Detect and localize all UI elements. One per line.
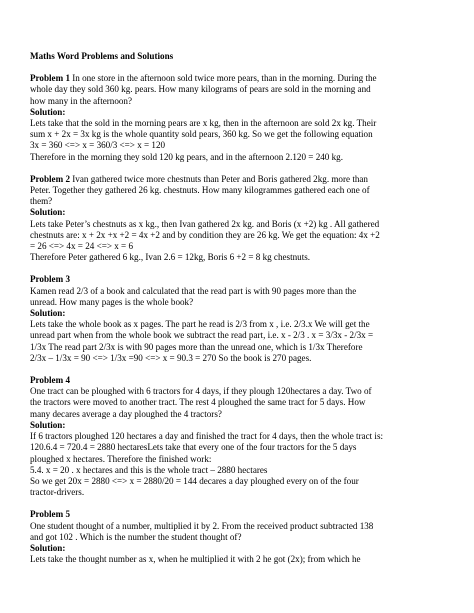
solution-label: Solution: <box>30 542 66 553</box>
problem-line <box>30 286 448 297</box>
line-text: whole day they sold 360 kg. pears. How many kilograms of pears are sold in the morning and <box>30 84 371 95</box>
problem-line <box>30 487 448 498</box>
line-text: Lets take the whole book as x pages. The part he read is 2/3 from x , i.e. 2/3.x We will get the <box>30 319 370 330</box>
problem-line <box>30 476 448 487</box>
line-text: 1/3x The read part 2/3x is with 90 pages more than the unread one, which is 1/3x Therefore <box>30 341 363 352</box>
line-text: ploughed x hectares. Therefore the finished work: <box>30 453 212 464</box>
line-text: 120.6.4 = 720.4 = 2880 hectaresLets take that every one of the four tractors for the 5 days <box>30 442 357 453</box>
problem-line <box>30 521 448 532</box>
problem-label: Problem 4 <box>30 375 70 386</box>
problem-line <box>30 185 448 196</box>
problem-line <box>30 554 448 565</box>
problem-line <box>30 543 448 554</box>
line-text: them? <box>30 196 53 207</box>
line-text: 5.4. x = 20 . x hectares and this is the whole tract – 2880 hectares <box>30 464 268 475</box>
line-text: 3x = 360 <=> x = 360/3 <=> x = 120 <box>30 140 166 151</box>
line-text: So we get 20x = 2880 <=> x = 2880/20 = 144 decares a day ploughed every on of the four <box>30 475 359 486</box>
line-text: unread part when from the whole book we subtract the read part, i.e. x - 2/3 . x = 3/3x - 2/3x = <box>30 330 374 341</box>
line-text: Peter. Together they gathered 26 kg. chestnuts. How many kilogrammes gathered each one of <box>30 185 370 196</box>
line-text: One tract can be ploughed with 6 tractors for 4 days, if they plough 120hectares a day. Two of <box>30 386 372 397</box>
problem-line <box>30 96 448 107</box>
problem-4 <box>30 375 448 498</box>
line-text: the tractors were moved to another tract. The rest 4 ploughed the same tract for 5 days. How <box>30 397 366 408</box>
line-text: unread. How many pages is the whole book? <box>30 296 194 307</box>
problem-label: Problem 3 <box>30 274 70 285</box>
problem-line <box>30 129 448 140</box>
problem-line <box>30 532 448 543</box>
line-text: tractor-drivers. <box>30 487 85 498</box>
line-text: One student thought of a number, multiplied it by 2. From the received product subtracted 138 <box>30 520 374 531</box>
problem-3 <box>30 274 448 364</box>
document-content <box>30 51 448 576</box>
problem-line <box>30 207 448 218</box>
problem-line <box>30 342 448 353</box>
problem-1 <box>30 73 448 163</box>
line-text: Therefore in the morning they sold 120 kg pears, and in the afternoon 2.120 = 240 kg. <box>30 151 343 162</box>
problem-label: Problem 1 <box>30 73 70 84</box>
solution-label: Solution: <box>30 207 66 218</box>
document-title: Maths Word Problems and Solutions <box>30 51 174 61</box>
line-text: many decares average a day ploughed the 4 tractors? <box>30 408 222 419</box>
problem-line <box>30 375 448 386</box>
line-text: how many in the afternoon? <box>30 95 133 106</box>
problem-line <box>30 152 448 163</box>
problem-line <box>30 196 448 207</box>
problem-line <box>30 118 448 129</box>
problem-label: Problem 5 <box>30 509 70 520</box>
problems-list <box>30 73 448 565</box>
line-text: 2/3x – 1/3x = 90 <=> 1/3x =90 <=> x = 90.3 = 270 So the book is 270 pages. <box>30 352 312 363</box>
line-text: Lets take Peter’s chestnuts as x kg., then Ivan gathered 2x kg. and Boris (x +2) kg . All gathered <box>30 218 380 229</box>
line-text: sum x + 2x = 3x kg is the whole quantity sold pears, 360 kg. So we get the following equation <box>30 129 373 140</box>
problem-line <box>30 241 448 252</box>
problem-5 <box>30 509 448 565</box>
problem-2 <box>30 174 448 264</box>
problem-line <box>30 465 448 476</box>
line-text: Lets take that the sold in the morning pears are x kg, then in the afternoon are sold 2x kg. Their <box>30 118 377 129</box>
problem-line <box>30 274 448 285</box>
problem-line <box>30 442 448 453</box>
line-text: In one store in the afternoon sold twice more pears, than in the morning. During the <box>70 73 377 84</box>
problem-line <box>30 174 448 185</box>
line-text: Lets take the thought number as x, when he multiplied it with 2 he got (2x); from which he <box>30 554 361 565</box>
problem-line <box>30 509 448 520</box>
line-text: Ivan gathered twice more chestnuts than Peter and Boris gathered 2kg. more than <box>70 173 368 184</box>
problem-line <box>30 140 448 151</box>
line-text: If 6 tractors ploughed 120 hectares a day and finished the tract for 4 days, then the whole tract is: <box>30 431 384 442</box>
line-text: and got 102 . Which is the number the student thought of? <box>30 531 242 542</box>
problem-line <box>30 84 448 95</box>
problem-line <box>30 107 448 118</box>
problem-line <box>30 353 448 364</box>
line-text: Therefore Peter gathered 6 kg., Ivan 2.6 = 12kg, Boris 6 +2 = 8 kg chestnuts. <box>30 252 311 263</box>
problem-line <box>30 420 448 431</box>
problem-line <box>30 330 448 341</box>
solution-label: Solution: <box>30 308 66 319</box>
line-text: chestnuts are: x + 2x +x +2 = 4x +2 and by condition they are 26 kg. We get the equation: 4x +2 <box>30 229 380 240</box>
problem-line <box>30 297 448 308</box>
problem-line <box>30 319 448 330</box>
problem-line <box>30 230 448 241</box>
solution-label: Solution: <box>30 419 66 430</box>
problem-line <box>30 73 448 84</box>
problem-label: Problem 2 <box>30 173 70 184</box>
problem-line <box>30 454 448 465</box>
problem-line <box>30 219 448 230</box>
problem-line <box>30 397 448 408</box>
problem-line <box>30 252 448 263</box>
problem-line <box>30 409 448 420</box>
line-text: = 26 <=> 4x = 24 <=> x = 6 <box>30 241 133 252</box>
problem-line <box>30 431 448 442</box>
problem-line <box>30 308 448 319</box>
solution-label: Solution: <box>30 106 66 117</box>
problem-line <box>30 386 448 397</box>
line-text: Kamen read 2/3 of a book and calculated that the read part is with 90 pages more than the <box>30 285 357 296</box>
